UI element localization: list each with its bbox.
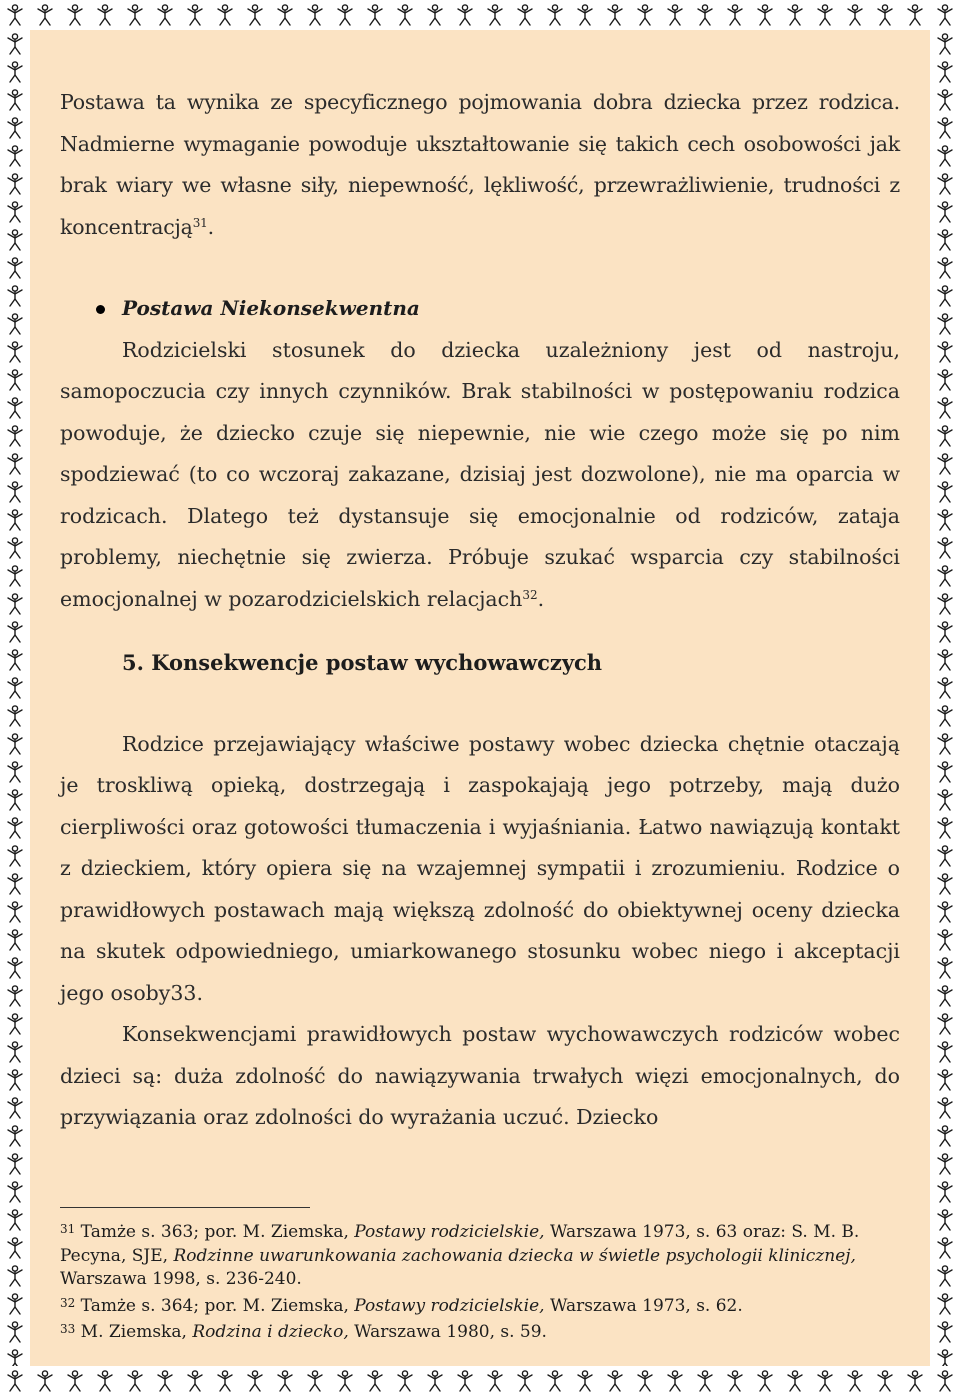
stick-figure-icon <box>63 3 87 27</box>
stick-figure-icon <box>933 396 957 420</box>
stick-figure-icon <box>933 1068 957 1092</box>
stick-figure-icon <box>933 1369 957 1393</box>
stick-figure-icon <box>3 1208 27 1232</box>
stick-figure-icon <box>3 592 27 616</box>
stick-figure-icon <box>3 256 27 280</box>
stick-figure-icon <box>3 508 27 532</box>
stick-figure-icon <box>3 60 27 84</box>
stick-figure-icon <box>873 3 897 27</box>
stick-figure-icon <box>3 116 27 140</box>
stick-figure-icon <box>933 648 957 672</box>
stick-figure-icon <box>243 1369 267 1393</box>
stick-figure-icon <box>303 1369 327 1393</box>
stick-figure-icon <box>933 984 957 1008</box>
bullet-item <box>60 288 900 330</box>
paragraph-1: Postawa ta wynika ze specyficznego pojmowania dobra dziecka przez rodzica. Nadmierne wymaganie powoduje ukształtowanie się takich cech osobowości jak brak wiary we własne siły, niepewność, lękliwość, przewrażliwienie, trudności z koncentracją$^{31}$. <box>60 90 900 239</box>
stick-figure-icon <box>843 3 867 27</box>
stick-figure-icon <box>933 956 957 980</box>
stick-figure-icon <box>933 256 957 280</box>
stick-figure-icon <box>813 1369 837 1393</box>
stick-figure-icon <box>933 1124 957 1148</box>
stick-figure-icon <box>3 1040 27 1064</box>
paragraph-2: Rodzicielski stosunek do dziecka uzależniony jest od nastroju, samopoczucia czy innych czynników. Brak stabilności w postępowaniu rodzica powoduje, że dziecko czuje się niepewnie, nie wie czego może się po nim spodziewać (to co wczoraj zakazane, dzisiaj jest dozwolone), nie ma oparcia w rodzicach. Dlatego też dystansuje się emocjonalnie od rodziców, zataja problemy, niechętnie się zwierza. Próbuje szukać wsparcia czy stabilności emocjonalnej w pozarodzicielskich relacjach$^{32}$. <box>60 337 900 611</box>
stick-figure-icon <box>3 200 27 224</box>
stick-figure-icon <box>573 1369 597 1393</box>
stick-figure-icon <box>3 1068 27 1092</box>
stick-figure-icon <box>933 760 957 784</box>
stick-figure-icon <box>933 200 957 224</box>
stick-figure-icon <box>933 816 957 840</box>
stick-figure-icon <box>393 3 417 27</box>
stick-figure-icon <box>93 3 117 27</box>
stick-figure-icon <box>3 732 27 756</box>
stick-figure-icon <box>693 1369 717 1393</box>
stick-figure-icon <box>933 340 957 364</box>
stick-figure-icon <box>723 1369 747 1393</box>
stick-figure-icon <box>423 3 447 27</box>
footnote-ref-32: 32 <box>522 587 538 602</box>
stick-figure-icon <box>933 508 957 532</box>
stick-figure-icon <box>3 1292 27 1316</box>
stick-figure-icon <box>3 872 27 896</box>
stick-figure-icon <box>273 3 297 27</box>
paragraph-4: Konsekwencjami prawidłowych postaw wychowawczych rodziców wobec dzieci są: duża zdolność do nawiązywania trwałych więzi emocjonalnych, do przywiązania oraz zdolności do wyrażania uczuć. Dziecko <box>60 1022 900 1129</box>
stick-figure-icon <box>753 3 777 27</box>
stick-figure-icon <box>873 1369 897 1393</box>
footnote-separator <box>60 1207 310 1208</box>
footnote-32: $^{32}$ Tamże s. 364; por. M. Ziemska, Postawy rodzicielskie, Warszawa 1973, s. 62. <box>60 1295 743 1316</box>
stick-figure-icon <box>693 3 717 27</box>
stick-figure-icon <box>3 1236 27 1260</box>
stick-figure-icon <box>3 3 27 27</box>
stick-figure-icon <box>933 368 957 392</box>
stick-figure-icon <box>3 144 27 168</box>
stick-figure-icon <box>3 648 27 672</box>
stick-figure-icon <box>603 3 627 27</box>
page <box>30 30 930 1366</box>
stick-figure-icon <box>933 1264 957 1288</box>
stick-figure-icon <box>3 396 27 420</box>
stick-figure-icon <box>933 284 957 308</box>
stick-figure-icon <box>933 88 957 112</box>
stick-figure-icon <box>723 3 747 27</box>
stick-figure-icon <box>3 284 27 308</box>
stick-figure-icon <box>3 452 27 476</box>
stick-figure-icon <box>33 1369 57 1393</box>
stick-figure-icon <box>3 676 27 700</box>
stick-figure-icon <box>3 340 27 364</box>
stick-figure-icon <box>933 60 957 84</box>
stick-figure-icon <box>3 928 27 952</box>
stick-figure-icon <box>933 872 957 896</box>
stick-figure-icon <box>603 1369 627 1393</box>
stick-figure-icon <box>363 1369 387 1393</box>
stick-figure-icon <box>933 1096 957 1120</box>
bullet-icon <box>96 305 105 314</box>
stick-figure-icon <box>933 1348 957 1366</box>
stick-figure-icon <box>933 1040 957 1064</box>
stick-figure-icon <box>843 1369 867 1393</box>
stick-figure-icon <box>933 172 957 196</box>
stick-figure-icon <box>3 564 27 588</box>
stick-figure-icon <box>3 1012 27 1036</box>
stick-figure-icon <box>3 704 27 728</box>
stick-figure-icon <box>543 3 567 27</box>
stick-figure-icon <box>933 844 957 868</box>
stick-figure-icon <box>813 3 837 27</box>
stick-figure-icon <box>3 816 27 840</box>
stick-figure-icon <box>3 1264 27 1288</box>
stick-figure-icon <box>513 3 537 27</box>
stick-figure-icon <box>3 1180 27 1204</box>
stick-figure-icon <box>933 1208 957 1232</box>
stick-figure-icon <box>3 844 27 868</box>
bullet-title: Postawa Niekonsekwentna <box>122 296 420 320</box>
stick-figure-icon <box>933 1236 957 1260</box>
stick-figure-icon <box>3 172 27 196</box>
stick-figure-icon <box>3 480 27 504</box>
section-heading: 5. Konsekwencje postaw wychowawczych <box>122 650 603 675</box>
stick-figure-icon <box>933 3 957 27</box>
stick-figure-icon <box>933 536 957 560</box>
stick-figure-icon <box>3 88 27 112</box>
stick-figure-icon <box>333 1369 357 1393</box>
stick-figure-icon <box>363 3 387 27</box>
main-text <box>60 82 900 1139</box>
stick-figure-icon <box>633 1369 657 1393</box>
stick-figure-icon <box>933 1152 957 1176</box>
stick-figure-icon <box>543 1369 567 1393</box>
stick-figure-icon <box>213 3 237 27</box>
stick-figure-icon <box>933 144 957 168</box>
border-right <box>930 30 960 1366</box>
stick-figure-icon <box>933 620 957 644</box>
stick-figure-icon <box>243 3 267 27</box>
stick-figure-icon <box>933 1320 957 1344</box>
stick-figure-icon <box>423 1369 447 1393</box>
stick-figure-icon <box>3 228 27 252</box>
stick-figure-icon <box>483 1369 507 1393</box>
stick-figure-icon <box>3 1096 27 1120</box>
stick-figure-icon <box>933 116 957 140</box>
stick-figure-icon <box>933 900 957 924</box>
stick-figure-icon <box>33 3 57 27</box>
stick-figure-icon <box>3 32 27 56</box>
stick-figure-icon <box>3 424 27 448</box>
stick-figure-icon <box>93 1369 117 1393</box>
stick-figure-icon <box>933 788 957 812</box>
footnote-ref-31: 31 <box>192 215 208 230</box>
stick-figure-icon <box>153 1369 177 1393</box>
stick-figure-icon <box>453 3 477 27</box>
stick-figure-icon <box>3 788 27 812</box>
footnotes <box>60 1218 860 1345</box>
stick-figure-icon <box>633 3 657 27</box>
stick-figure-icon <box>333 3 357 27</box>
stick-figure-icon <box>903 3 927 27</box>
stick-figure-icon <box>783 1369 807 1393</box>
stick-figure-icon <box>783 3 807 27</box>
stick-figure-icon <box>933 564 957 588</box>
stick-figure-icon <box>123 3 147 27</box>
stick-figure-icon <box>933 32 957 56</box>
stick-figure-icon <box>933 732 957 756</box>
stick-figure-icon <box>153 3 177 27</box>
stick-figure-icon <box>123 1369 147 1393</box>
stick-figure-icon <box>3 312 27 336</box>
stick-figure-icon <box>903 1369 927 1393</box>
stick-figure-icon <box>183 1369 207 1393</box>
stick-figure-icon <box>753 1369 777 1393</box>
stick-figure-icon <box>933 480 957 504</box>
stick-figure-icon <box>3 984 27 1008</box>
stick-figure-icon <box>663 1369 687 1393</box>
stick-figure-icon <box>933 312 957 336</box>
stick-figure-icon <box>933 592 957 616</box>
stick-figure-icon <box>933 704 957 728</box>
stick-figure-icon <box>483 3 507 27</box>
stick-figure-icon <box>3 760 27 784</box>
stick-figure-icon <box>393 1369 417 1393</box>
stick-figure-icon <box>573 3 597 27</box>
stick-figure-icon <box>933 228 957 252</box>
stick-figure-icon <box>933 1012 957 1036</box>
stick-figure-icon <box>3 956 27 980</box>
stick-figure-icon <box>453 1369 477 1393</box>
border-left <box>0 30 30 1366</box>
stick-figure-icon <box>933 452 957 476</box>
stick-figure-icon <box>273 1369 297 1393</box>
footnote-33: $^{33}$ M. Ziemska, Rodzina i dziecko, Warszawa 1980, s. 59. <box>60 1322 547 1342</box>
paragraph-3: Rodzice przejawiający właściwe postawy wobec dziecka chętnie otaczają je troskliwą opieką, dostrzegają i zaspokajają jego potrzeby, mają dużo cierpliwości oraz gotowości tłumaczenia i wyjaśniania. Łatwo nawiązują kontakt z dzieckiem, który opiera się na wzajemnej sympatii i zrozumieniu. Rodzice o prawidłowych postawach mają większą zdolność do obiektywnej oceny dziecka na skutek odpowiedniego, umiarkowanego stosunku wobec niego i akceptacji jego osoby33. <box>60 731 900 1005</box>
stick-figure-icon <box>933 1292 957 1316</box>
stick-figure-icon <box>3 620 27 644</box>
stick-figure-icon <box>3 1124 27 1148</box>
stick-figure-icon <box>213 1369 237 1393</box>
stick-figure-icon <box>3 1320 27 1344</box>
border-bottom <box>0 1366 960 1396</box>
stick-figure-icon <box>663 3 687 27</box>
stick-figure-icon <box>933 928 957 952</box>
stick-figure-icon <box>3 536 27 560</box>
stick-figure-icon <box>3 900 27 924</box>
stick-figure-icon <box>933 424 957 448</box>
stick-figure-icon <box>3 1348 27 1366</box>
stick-figure-icon <box>3 368 27 392</box>
border-top <box>0 0 960 30</box>
stick-figure-icon <box>933 1180 957 1204</box>
stick-figure-icon <box>513 1369 537 1393</box>
stick-figure-icon <box>3 1369 27 1393</box>
stick-figure-icon <box>183 3 207 27</box>
stick-figure-icon <box>933 676 957 700</box>
stick-figure-icon <box>303 3 327 27</box>
stick-figure-icon <box>63 1369 87 1393</box>
stick-figure-icon <box>3 1152 27 1176</box>
footnote-31: $^{31}$ Tamże s. 363; por. M. Ziemska, Postawy rodzicielskie, Warszawa 1973, s. 63 oraz: S. M. B. Pecyna, SJE, Rodzinne uwarunkowania zachowania dziecka w świetle psychologii klinicznej, Warszawa 1998, s. 236-240. <box>60 1222 860 1289</box>
